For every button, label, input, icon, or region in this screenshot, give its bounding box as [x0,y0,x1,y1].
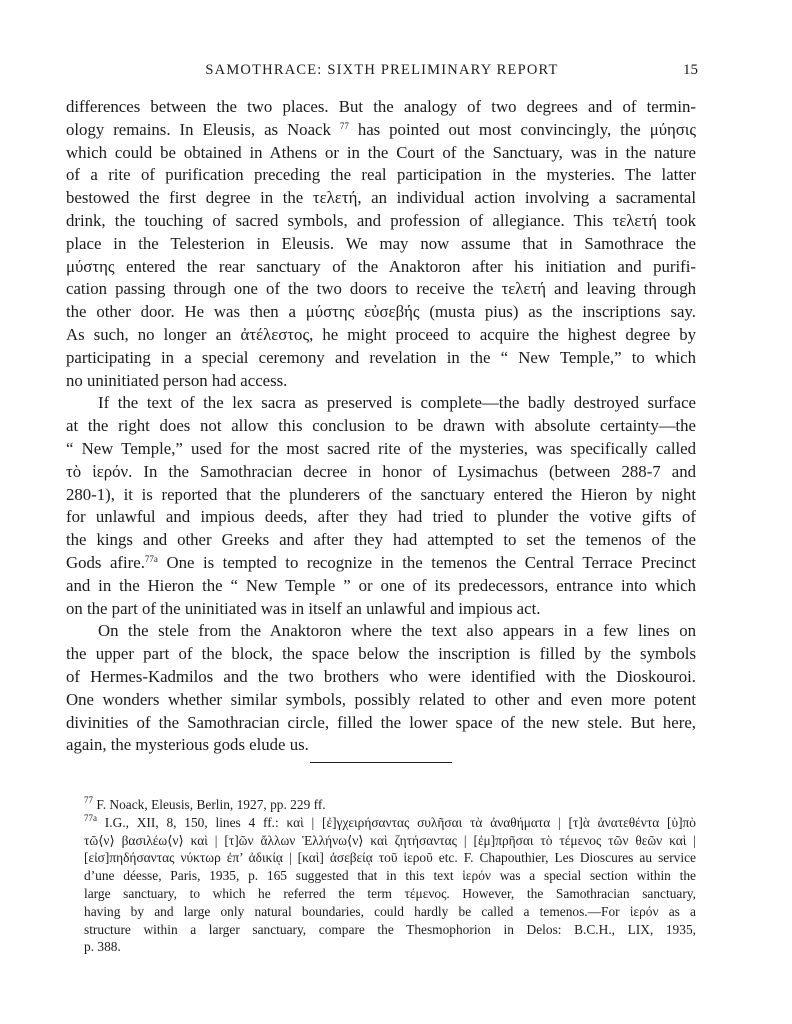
text-line: place in the Telesterion in Eleusis. We may now assume that in Samothrace the [66,233,696,253]
footnote-mark: 77 [84,795,93,805]
text-line: the other door. He was then a μύστης εὐσεβής (musta pius) as the inscriptions say. [66,302,696,322]
footnote-line: large sanctuary, to which he referred the term τέμενος. However, the Samothracian sanctuary, [84,885,696,901]
text-line: As such, no longer an ἀτέλεστος, he might proceed to acquire the highest degree by [66,324,696,344]
footnote-line: p. 388. [84,939,121,955]
text-line: differences between the two places. But the analogy of two degrees and of termin- [66,97,696,116]
footnote-reference: 77a [144,553,158,564]
footnote-77a [84,812,696,956]
text-line: drink, the touching of sacred symbols, and profession of allegiance. This τελετή took [66,210,696,230]
text-line: and in the Hieron the “ New Temple ” or one of its predecessors, entrance into which [66,575,696,595]
text-line: for unlawful and impious deeds, after they had tried to plunder the votive gifts of [66,507,696,527]
text-line: on the part of the uninitiated was in itself an unlawful and impious act. [66,598,541,618]
footnote-line: having by and large only natural boundaries, could hardly be called a temenos.—For ἱερόν as a [84,903,696,919]
text-line: at the right does not allow this conclusion to be drawn with absolute certainty—the [66,416,696,436]
footnote-mark: 77a [84,812,97,823]
text-line: cation passing through one of the two doors to receive the τελετή and leaving through [66,279,697,299]
footnotes [84,795,696,956]
paragraph-1 [66,96,696,392]
running-header [66,62,698,82]
text-line: of a rite of purification preceding the real participation in the mysteries. The latter [66,165,696,185]
text-line: no uninitiated person had access. [66,370,288,390]
footnote-line: τῶ⟨ν⟩ βασιλέω⟨ν⟩ καὶ | [τ]ῶν ἄλλων Ἑλλήνω⟨ν⟩ καὶ ζητήσαντας | [ἐμ]πρῆσαι τὸ τέμενος τῶν θεῶν καὶ | [84,832,696,848]
text-line: “ New Temple,” used for the most sacred rite of the mysteries, was specifically called [66,438,696,458]
footnote-separator-rule [310,762,452,763]
footnote-line: d’une déesse, Paris, 1935, p. 165 suggested that in this text ἱερόν was a special section within the [84,868,696,884]
footnote-reference: 77 [339,120,349,131]
text-line: the upper part of the block, the space below the inscription is filled by the symbols [66,644,696,664]
footnote-line [84,796,696,814]
text-line: which could be obtained in Athens or in the Court of the Sanctuary, was in the nature [66,142,696,162]
running-title: SAMOTHRACE: SIXTH PRELIMINARY REPORT [205,62,559,78]
text-line: of Hermes-Kadmilos and the two brothers who were identified with the Dioskouroi. [66,666,696,686]
text-line: participating in a special ceremony and revelation in the “ New Temple,” to which [66,347,696,367]
text-line: again, the mysterious gods elude us. [66,735,309,755]
text-line: τὸ ἱερόν. In the Samothracian decree in honor of Lysimachus (between 288-7 and [66,461,696,481]
footnote-line: [εἰσ]πηδήσαντας νύκτωρ ἐπ’ ἀδικίᾳ | [καὶ] ἀσεβείᾳ τοῦ ἱεροῦ etc. F. Chapouthier, Les Dioscures au service [84,850,696,866]
text-line: 280-1), it is reported that the plunderers of the sanctuary entered the Hieron by night [66,484,696,504]
page-number: 15 [683,62,698,78]
text-line: ology remains. In Eleusis, as Noack $^{77}$ has pointed out most convincingly, the μύησις [66,119,696,139]
footnote-line: structure within a larger sanctuary, compare the Thesmophorion in Delos: B.C.H., LIX, 1935, [84,921,696,937]
text-line: One wonders whether similar symbols, possibly related to other and even more potent [66,689,696,709]
footnote-line [84,814,696,832]
paragraph-3 [66,620,696,757]
text-line: μύστης entered the rear sanctuary of the Anaktoron after his initiation and purifi- [66,256,696,276]
text-line: the kings and other Greeks and after they had attempted to set the temenos of the [66,530,696,550]
text-line: On the stele from the Anaktoron where the text also appears in a few lines on [98,621,696,641]
text-line: If the text of the lex sacra as preserved is complete—the badly destroyed surface [98,393,696,413]
text-line: divinities of the Samothracian circle, filled the lower space of the new stele. But here, [66,712,696,732]
footnote-77 [84,795,696,814]
text-line: bestowed the first degree in the τελετή, an individual action involving a sacramental [66,188,696,208]
footnote-text: F. Noack, Eleusis, Berlin, 1927, pp. 229 ff. [96,797,326,812]
footnote-text: I.G., XII, 8, 150, lines 4 ff.: καὶ | [ἐ]γχειρήσαντας συλῆσαι τὰ ἀναθήματα | [τ]ὰ ἀνατεθέντα [ὑ]πὸ [104,814,696,830]
body-text [66,96,696,757]
text-line: Gods afire.$^{77a}$ One is tempted to recognize in the temenos the Central Terrace Precinct [66,552,696,572]
paragraph-2 [66,392,696,620]
